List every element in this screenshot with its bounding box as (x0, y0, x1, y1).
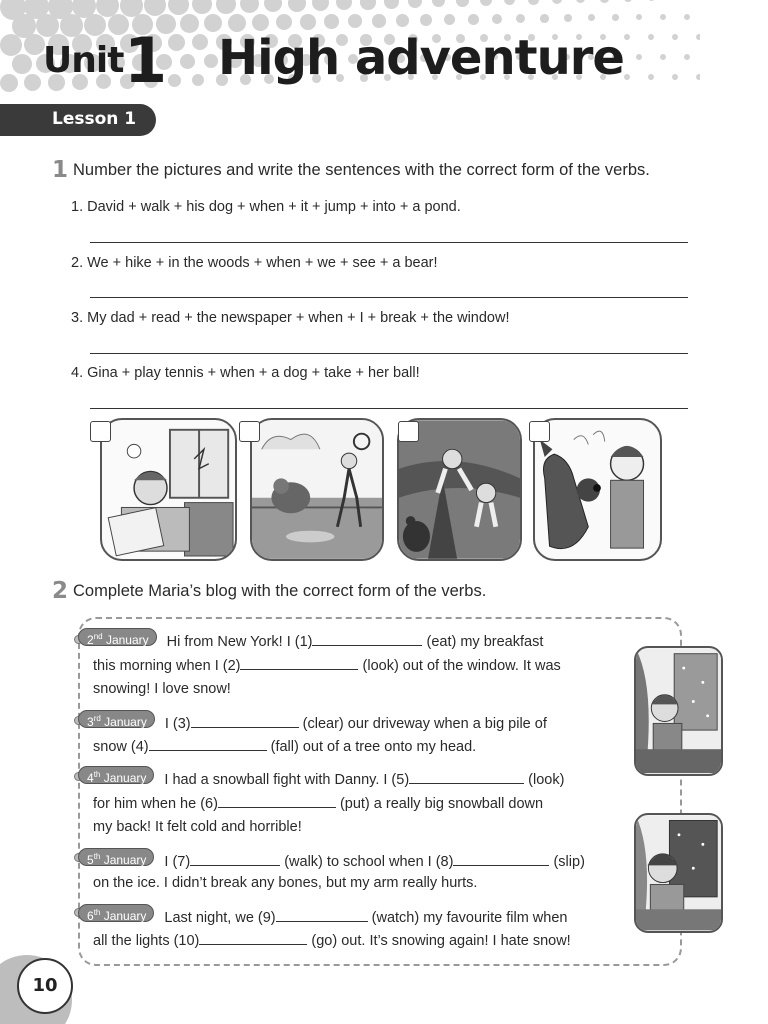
date-tab-3-january: 3rd January (78, 710, 155, 728)
blog-entry-4-line-1: 5th January I (7) (walk) to school when I (8) (slip) (93, 850, 585, 870)
date-tab-5-january: 5th January (78, 848, 154, 866)
blog-entry-2-line-1: 3rd January I (3) (clear) our driveway when a big pile of (93, 712, 547, 732)
page-title: High adventure (218, 30, 624, 86)
decorative-dot (648, 74, 654, 80)
blank-1[interactable] (312, 632, 422, 646)
blog-entry-4-line-2: on the ice. I didn’t break any bones, but my arm really hurts. (93, 875, 478, 891)
decorative-dot (312, 0, 329, 11)
answer-line-1[interactable] (90, 242, 688, 243)
exercise-1-item-4: 4. Gina + play tennis + when + a dog + take + her ball! (71, 365, 420, 381)
decorative-dot (480, 0, 492, 6)
decorative-dot (84, 14, 106, 36)
unit-label: Unit (43, 40, 124, 81)
decorative-dot (300, 14, 316, 30)
decorative-dot (672, 34, 678, 40)
decorative-dot (396, 14, 409, 27)
blank-7[interactable] (190, 852, 280, 866)
blog-entry-2-line-2: snow (4) (fall) out of a tree onto my head. (93, 739, 477, 755)
girl-window-dark-picture (634, 813, 723, 933)
decorative-dot (456, 0, 469, 7)
exercise-1-heading (52, 157, 650, 183)
blog-entry-5-line-2: all the lights (10) (go) out. It’s snowing again! I hate snow! (93, 933, 571, 949)
decorative-dot (444, 14, 455, 25)
decorative-dot (192, 74, 204, 86)
date-tab-2-january: 2nd January (78, 628, 157, 646)
decorative-dot (240, 0, 259, 13)
decorative-dot (612, 14, 619, 21)
exercise-1-number: 1 (52, 157, 69, 183)
decorative-dot (636, 54, 642, 60)
decorative-dot (624, 34, 630, 40)
decorative-dot (0, 74, 18, 92)
decorative-dot (24, 74, 41, 91)
decorative-dot (540, 14, 549, 23)
decorative-dot (288, 0, 306, 12)
decorative-dot (180, 54, 195, 69)
decorative-dot (696, 74, 700, 80)
blank-4[interactable] (149, 737, 267, 751)
decorative-dot (684, 14, 690, 20)
decorative-dot (672, 74, 678, 80)
blog-entry-5-line-1: 6th January Last night, we (9) (watch) my favourite film when (93, 906, 567, 926)
decorative-dot (648, 0, 655, 1)
blank-2[interactable] (240, 656, 358, 670)
decorative-dot (516, 14, 525, 23)
lesson-tab (0, 104, 156, 136)
blog-entry-1-line-1: 2nd January Hi from New York! I (1) (eat) my breakfast (93, 630, 543, 650)
decorative-dot (624, 0, 632, 2)
decorative-dot (648, 34, 654, 40)
blank-5[interactable] (409, 770, 524, 784)
decorative-dot (468, 14, 479, 25)
decorative-dot (360, 0, 376, 10)
picture-number-box-1[interactable] (90, 421, 111, 442)
decorative-dot (276, 14, 292, 30)
blank-9[interactable] (276, 908, 368, 922)
decorative-dot (192, 0, 212, 14)
blank-8[interactable] (453, 852, 549, 866)
decorative-dot (372, 14, 386, 28)
decorative-dot (420, 14, 432, 26)
decorative-dot (384, 0, 399, 9)
exercise-2-number: 2 (52, 578, 69, 604)
decorative-dot (180, 14, 199, 33)
decorative-dot (564, 14, 572, 22)
decorative-dot (252, 14, 269, 31)
decorative-dot (552, 0, 562, 4)
decorative-dot (264, 0, 282, 12)
decorative-dot (168, 0, 189, 15)
dog-pond-boy-picture (533, 418, 662, 561)
decorative-dot (588, 14, 595, 21)
girl-tennis-dog-picture (250, 418, 384, 561)
decorative-dot (168, 74, 181, 87)
decorative-dot (408, 0, 422, 8)
exercise-1-instruction: Number the pictures and write the sentences with the correct form of the verbs. (73, 161, 650, 179)
decorative-dot (624, 74, 630, 80)
decorative-dot (168, 34, 185, 51)
exercise-2-heading (52, 578, 486, 604)
decorative-dot (636, 14, 642, 20)
decorative-dot (204, 54, 218, 68)
exercise-1-item-2: 2. We + hike + in the woods + when + we + see + a bear! (71, 255, 438, 271)
picture-number-box-2[interactable] (239, 421, 260, 442)
decorative-dot (696, 34, 700, 40)
exercise-1-item-1: 1. David + walk + his dog + when + it + jump + into + a pond. (71, 199, 461, 215)
decorative-dot (504, 0, 515, 5)
decorative-dot (348, 14, 362, 28)
blog-entry-3-line-3: my back! It felt cold and horrible! (93, 819, 302, 835)
decorative-dot (336, 0, 352, 10)
decorative-dot (492, 14, 502, 24)
blog-entry-3-line-1: 4th January I had a snowball fight with Danny. I (5) (look) (93, 768, 564, 788)
decorative-dot (12, 54, 32, 74)
date-tab-4-january: 4th January (78, 766, 154, 784)
decorative-dot (324, 14, 339, 29)
blog-entry-1-line-3: snowing! I love snow! (93, 681, 231, 697)
girl-at-window-snow-picture (634, 646, 723, 776)
decorative-dot (660, 54, 666, 60)
blank-6[interactable] (218, 794, 336, 808)
decorative-dot (0, 34, 22, 56)
decorative-dot (216, 0, 236, 14)
decorative-dot (660, 14, 666, 20)
answer-line-4[interactable] (90, 408, 688, 409)
exercise-2-instruction: Complete Maria’s blog with the correct form of the verbs. (73, 582, 487, 600)
unit-number: 1 (124, 24, 165, 97)
blank-10[interactable] (199, 931, 307, 945)
decorative-dot (684, 54, 690, 60)
decorative-dot (432, 0, 445, 7)
blank-3[interactable] (191, 714, 299, 728)
picture-number-box-4[interactable] (529, 421, 550, 442)
exercise-1-item-3: 3. My dad + read + the newspaper + when + I + break + the window! (71, 310, 510, 326)
blog-entry-3-line-2: for him when he (6) (put) a really big snowball down (93, 796, 544, 812)
picture-number-box-3[interactable] (398, 421, 419, 442)
decorative-dot (528, 0, 539, 5)
decorative-dot (600, 0, 609, 3)
decorative-dot (576, 0, 585, 3)
decorative-dot (192, 34, 208, 50)
date-tab-6-january: 6th January (78, 904, 154, 922)
page-number: 10 (17, 958, 73, 1014)
answer-line-2[interactable] (90, 297, 688, 298)
man-reading-newspaper-broken-window-picture (100, 418, 237, 561)
lesson-label: Lesson 1 (52, 109, 137, 129)
answer-line-3[interactable] (90, 353, 688, 354)
blog-entry-1-line-2: this morning when I (2) (look) out of the window. It was (93, 658, 561, 674)
